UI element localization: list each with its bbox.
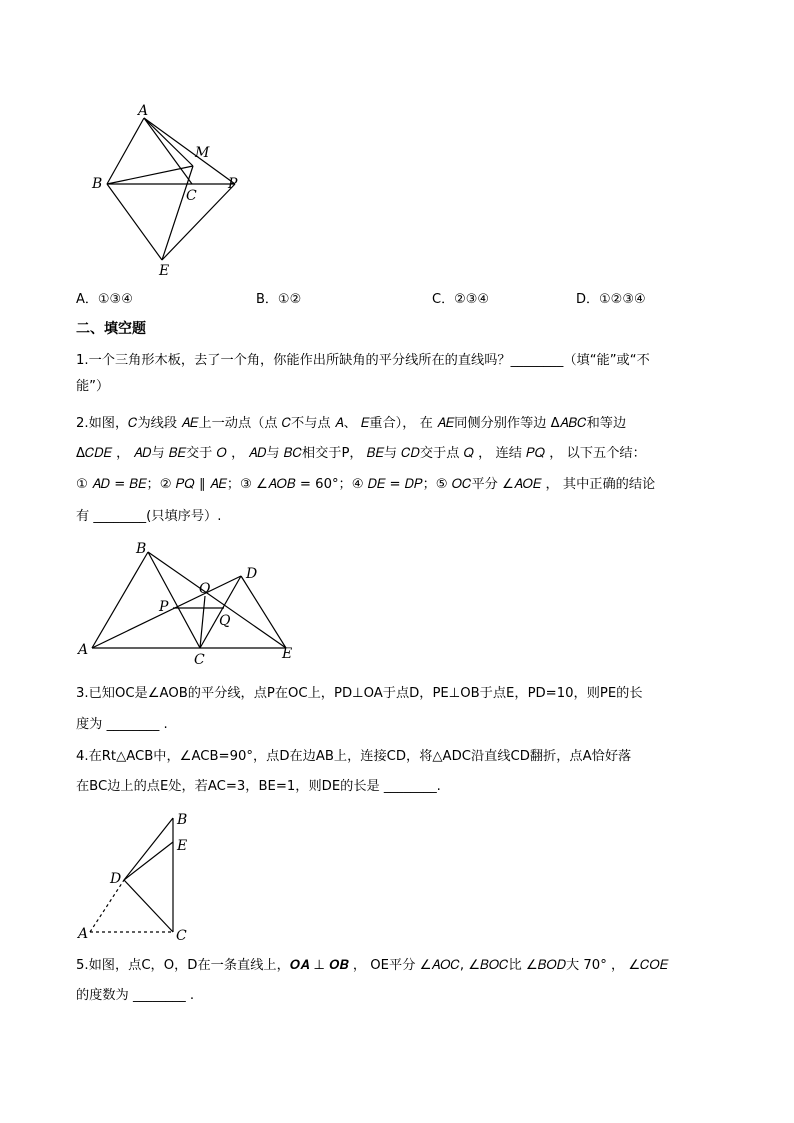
segment-me: [162, 166, 193, 260]
segment-ab2: [92, 552, 148, 648]
figure-1-svg: [80, 100, 260, 280]
segment-bm: [107, 166, 193, 184]
fig2-label-p: P: [159, 599, 169, 615]
choice-b[interactable]: B．①②: [256, 292, 302, 307]
q5-line-2: 的度数为 ________ .: [76, 988, 195, 1003]
fig2-label-a: A: [78, 642, 89, 658]
q1-line-2: 能”）: [76, 379, 110, 394]
fig2-label-d: D: [246, 566, 258, 582]
fig1-label-b: B: [92, 176, 103, 192]
segment-am: [144, 118, 193, 166]
q2-line-4: 有 ________(只填序号）.: [76, 509, 222, 524]
fig2-label-e: E: [282, 646, 293, 662]
fig3-label-c: C: [176, 928, 187, 944]
q2-line-2: Δ𝐶𝐷𝐸 ， 𝐴𝐷与 𝐵𝐸交于 𝑂 ， 𝐴𝐷与 𝐵𝐶相交于P， 𝐵𝐸与 𝐶𝐷交于点 𝑄 ， 连结 𝑃𝑄 ， 以下五个结：: [76, 446, 646, 461]
q4-line-2: 在BC边上的点E处，若AC=3，BE=1，则DE的长是 ________.: [76, 779, 441, 794]
fig3-label-e: E: [177, 838, 188, 854]
segment-pe: [162, 184, 235, 260]
answer-choices: [76, 288, 716, 310]
figure-3: [76, 808, 206, 946]
fig3-label-d: D: [110, 871, 122, 887]
choice-a[interactable]: A．①③④: [76, 292, 133, 307]
segment-ac: [144, 118, 192, 184]
figure-2: [76, 538, 306, 670]
segment-ap: [144, 118, 235, 184]
fig1-label-a: A: [138, 103, 149, 119]
fig3-label-b: B: [177, 812, 188, 828]
section-title: 二、填空题: [76, 321, 146, 337]
fig1-label-p: P: [228, 176, 238, 192]
segment-dc3: [124, 880, 173, 932]
segment-be2: [148, 552, 286, 648]
q3-line-2: 度为 ________ .: [76, 717, 168, 732]
segment-ab: [107, 118, 144, 184]
segment-be: [107, 184, 162, 260]
segment-de3: [124, 842, 173, 880]
q2-line-1: 2.如图，𝐶为线段 𝐴𝐸上一动点（点 𝐶不与点 𝐴、 𝐸重合）， 在 𝐴𝐸同侧分别作等边 Δ𝐴𝐵𝐶和等边: [76, 416, 627, 431]
figure-3-svg: [76, 808, 206, 946]
fig2-label-o: O: [199, 581, 211, 597]
choice-c[interactable]: C．②③④: [432, 292, 490, 307]
segment-ad3-dashed: [90, 880, 124, 932]
q1-line-1: 1.一个三角形木板，去了一个角，你能作出所缺角的平分线所在的直线吗？________（填“能”或“不: [76, 353, 650, 368]
segment-bd3: [124, 818, 173, 880]
q3-line-1: 3.已知OC是∠AOB的平分线，点P在OC上，PD⊥OA于点D，PE⊥OB于点E，PD=10，则PE的长: [76, 686, 643, 701]
fig2-label-b: B: [136, 541, 147, 557]
fig2-label-q: Q: [219, 613, 231, 629]
choice-d[interactable]: D．①②③④: [576, 292, 646, 307]
fig1-label-c: C: [186, 188, 197, 204]
q4-line-1: 4.在Rt△ACB中，∠ACB=90°，点D在边AB上，连接CD，将△ADC沿直线CD翻折，点A恰好落: [76, 749, 632, 764]
fig1-label-e: E: [159, 263, 170, 279]
q5-line-1: 5.如图，点C，O，D在一条直线上，𝑶𝑨 ⊥ 𝑶𝑩 ， OE平分 ∠𝐴𝑂𝐶, ∠𝐵𝑂𝐶比 ∠𝐵𝑂𝐷大 70° ， ∠𝐶𝑂𝐸: [76, 958, 669, 973]
fig2-label-c: C: [194, 652, 205, 668]
q2-line-3: ① 𝐴𝐷 = 𝐵𝐸；② 𝑃𝑄 ∥ 𝐴𝐸；③ ∠𝐴𝑂𝐵 = 60°；④ 𝐷𝐸 = 𝐷𝑃；⑤ 𝑂𝐶平分 ∠𝐴𝑂𝐸 ， 其中正确的结论: [76, 477, 656, 492]
figure-2-svg: [76, 538, 306, 670]
segment-de2: [241, 576, 286, 648]
figure-1: [80, 100, 260, 280]
fig3-label-a: A: [78, 926, 89, 942]
fig1-label-m: M: [195, 145, 210, 161]
